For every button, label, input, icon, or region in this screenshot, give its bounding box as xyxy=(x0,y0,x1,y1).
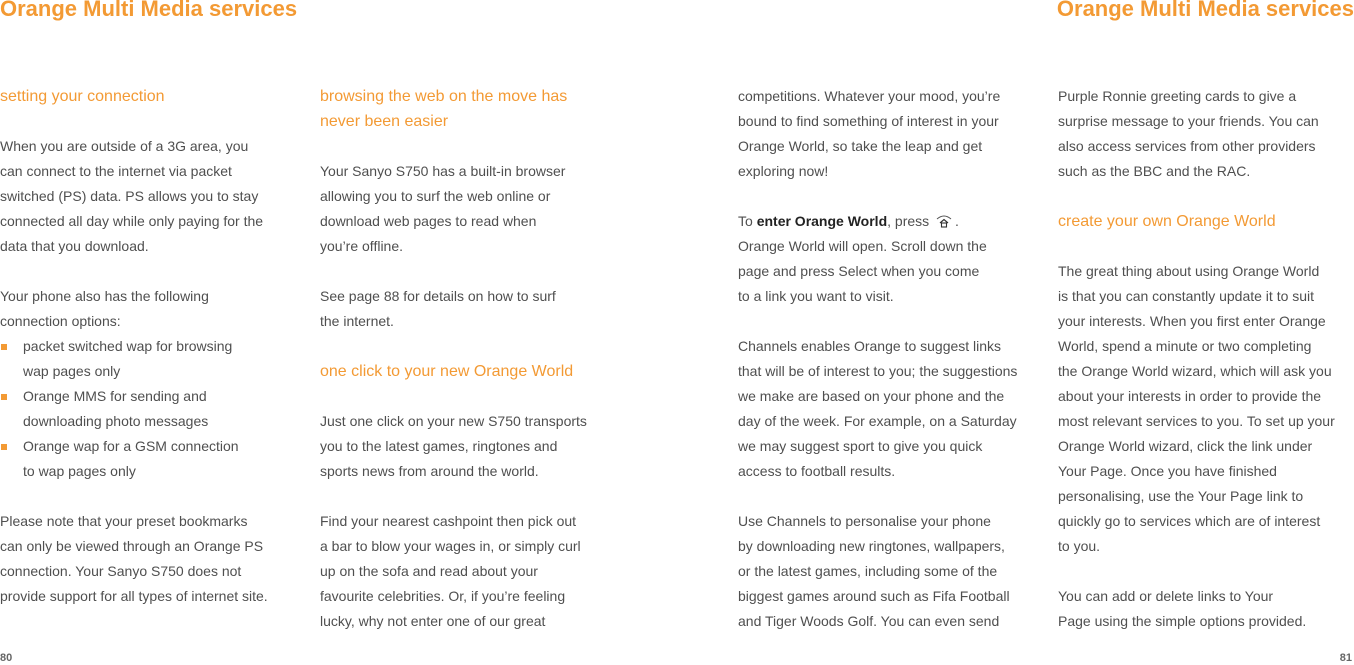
text-line: bound to find something of interest in your xyxy=(738,113,999,129)
text-line: competitions. Whatever your mood, you’re xyxy=(738,88,1001,104)
text-line: the internet. xyxy=(320,313,394,329)
text-line: connection options: xyxy=(0,313,121,329)
text-line: The great thing about using Orange World xyxy=(1058,263,1320,279)
text-line: download web pages to read when xyxy=(320,213,537,229)
text-line: Use Channels to personalise your phone xyxy=(738,513,991,529)
paragraph xyxy=(320,159,587,259)
text-line: Please note that your preset bookmarks xyxy=(0,513,248,529)
text-line: page and press Select when you come xyxy=(738,263,980,279)
text-line: Your Page. Once you have finished xyxy=(1058,463,1277,479)
paragraph xyxy=(320,409,587,484)
text-line: a bar to blow your wages in, or simply curl xyxy=(320,538,581,554)
column-3 xyxy=(738,84,1017,634)
paragraph xyxy=(1058,84,1335,184)
square-bullet-icon xyxy=(1,394,7,400)
text-line: You can add or delete links to Your xyxy=(1058,588,1274,604)
paragraph xyxy=(1058,584,1335,634)
text-line: also access services from other providers xyxy=(1058,138,1316,154)
square-bullet-icon xyxy=(1,444,7,450)
text-line: Page using the simple options provided. xyxy=(1058,613,1307,629)
text-line: lucky, why not enter one of our great xyxy=(320,613,546,629)
text-line: such as the BBC and the RAC. xyxy=(1058,163,1251,179)
column-4 xyxy=(1058,84,1335,634)
bullet-text: Orange wap for a GSM connection xyxy=(23,438,239,454)
left-page-header: Orange Multi Media services xyxy=(0,0,298,21)
bullet-text-continued: to wap pages only xyxy=(23,463,136,479)
text-line xyxy=(738,209,1017,234)
paragraph xyxy=(0,284,268,334)
text-line: that will be of interest to you; the suggestions xyxy=(738,363,1018,379)
text-line: and Tiger Woods Golf. You can even send xyxy=(738,613,1000,629)
text-fragment: , press xyxy=(887,213,930,229)
paragraph xyxy=(738,509,1017,634)
paragraph xyxy=(1058,259,1335,559)
text-line: When you are outside of a 3G area, you xyxy=(0,138,249,154)
text-fragment: . xyxy=(955,213,959,229)
text-line: World, spend a minute or two completing xyxy=(1058,338,1312,354)
text-line: Orange World wizard, click the link under xyxy=(1058,438,1313,454)
paragraph xyxy=(738,84,1017,184)
section-heading-browsing-cont: never been easier xyxy=(320,113,449,130)
text-line: to you. xyxy=(1058,538,1101,554)
text-line: we make are based on your phone and the xyxy=(738,388,1005,404)
text-line: Orange World, so take the leap and get xyxy=(738,138,983,154)
text-line: Your Sanyo S750 has a built-in browser xyxy=(320,163,566,179)
bullet-item xyxy=(0,384,268,409)
text-line: allowing you to surf the web online or xyxy=(320,188,551,204)
text-line: by downloading new ringtones, wallpapers, xyxy=(738,538,1005,554)
text-line: is that you can constantly update it to suit xyxy=(1058,288,1315,304)
text-line: data that you download. xyxy=(0,238,149,254)
paragraph xyxy=(0,509,268,609)
paragraph xyxy=(320,509,587,634)
text-line: Just one click on your new S750 transports xyxy=(320,413,587,429)
text-line: connected all day while only paying for the xyxy=(0,213,264,229)
text-line: most relevant services to you. To set up your xyxy=(1058,413,1335,429)
section-heading-browsing: browsing the web on the move has xyxy=(320,88,568,105)
text-line: the Orange World wizard, which will ask you xyxy=(1058,363,1332,379)
bullet-item xyxy=(0,334,268,359)
text-line: or the latest games, including some of the xyxy=(738,563,998,579)
bullet-text: packet switched wap for browsing xyxy=(23,338,233,354)
text-line: sports news from around the world. xyxy=(320,463,539,479)
section-heading-one-click: one click to your new Orange World xyxy=(320,363,574,380)
text-line: day of the week. For example, on a Saturday xyxy=(738,413,1017,429)
paragraph xyxy=(738,209,1017,309)
text-line: can connect to the internet via packet xyxy=(0,163,232,179)
text-line: surprise message to your friends. You can xyxy=(1058,113,1319,129)
text-line: your interests. When you first enter Orange xyxy=(1058,313,1326,329)
orange-world-key-icon xyxy=(935,214,953,228)
text-line: about your interests in order to provide the xyxy=(1058,388,1322,404)
text-line: biggest games around such as Fifa Football xyxy=(738,588,1010,604)
text-line: switched (PS) data. PS allows you to stay xyxy=(0,188,259,204)
column-2 xyxy=(320,84,587,634)
text-line: you to the latest games, ringtones and xyxy=(320,438,558,454)
text-line: Purple Ronnie greeting cards to give a xyxy=(1058,88,1297,104)
text-fragment: To xyxy=(738,213,757,229)
bullet-item xyxy=(0,434,268,459)
text-line: Orange World will open. Scroll down the xyxy=(738,238,987,254)
text-line: exploring now! xyxy=(738,163,829,179)
text-line: you’re offline. xyxy=(320,238,404,254)
text-line: provide support for all types of internet site. xyxy=(0,588,268,604)
text-line: access to football results. xyxy=(738,463,896,479)
section-heading-setting-connection: setting your connection xyxy=(0,88,165,105)
section-heading-create-orange-world: create your own Orange World xyxy=(1058,213,1276,230)
text-line: See page 88 for details on how to surf xyxy=(320,288,556,304)
bullet-text-continued: wap pages only xyxy=(23,363,121,379)
page-number-right: 81 xyxy=(1339,652,1352,664)
bullet-text-continued: downloading photo messages xyxy=(23,413,209,429)
text-line: can only be viewed through an Orange PS xyxy=(0,538,264,554)
column-1 xyxy=(0,84,268,609)
paragraph xyxy=(738,334,1017,484)
text-line: Your phone also has the following xyxy=(0,288,209,304)
bullet-list xyxy=(0,334,268,484)
text-line: Find your nearest cashpoint then pick out xyxy=(320,513,577,529)
page-number-left: 80 xyxy=(0,652,13,664)
paragraph xyxy=(320,284,587,334)
text-line: up on the sofa and read about your xyxy=(320,563,538,579)
text-line: we may suggest sport to give you quick xyxy=(738,438,983,454)
text-line: Channels enables Orange to suggest links xyxy=(738,338,1002,354)
text-line: quickly go to services which are of interest xyxy=(1058,513,1321,529)
paragraph xyxy=(0,134,268,259)
text-line: connection. Your Sanyo S750 does not xyxy=(0,563,242,579)
text-line: favourite celebrities. Or, if you’re feeling xyxy=(320,588,566,604)
square-bullet-icon xyxy=(1,344,7,350)
right-page-header: Orange Multi Media services xyxy=(1056,0,1354,21)
bold-instruction: enter Orange World xyxy=(756,213,888,229)
text-line: personalising, use the Your Page link to xyxy=(1058,488,1304,504)
text-line: to a link you want to visit. xyxy=(738,288,894,304)
bullet-text: Orange MMS for sending and xyxy=(23,388,207,404)
